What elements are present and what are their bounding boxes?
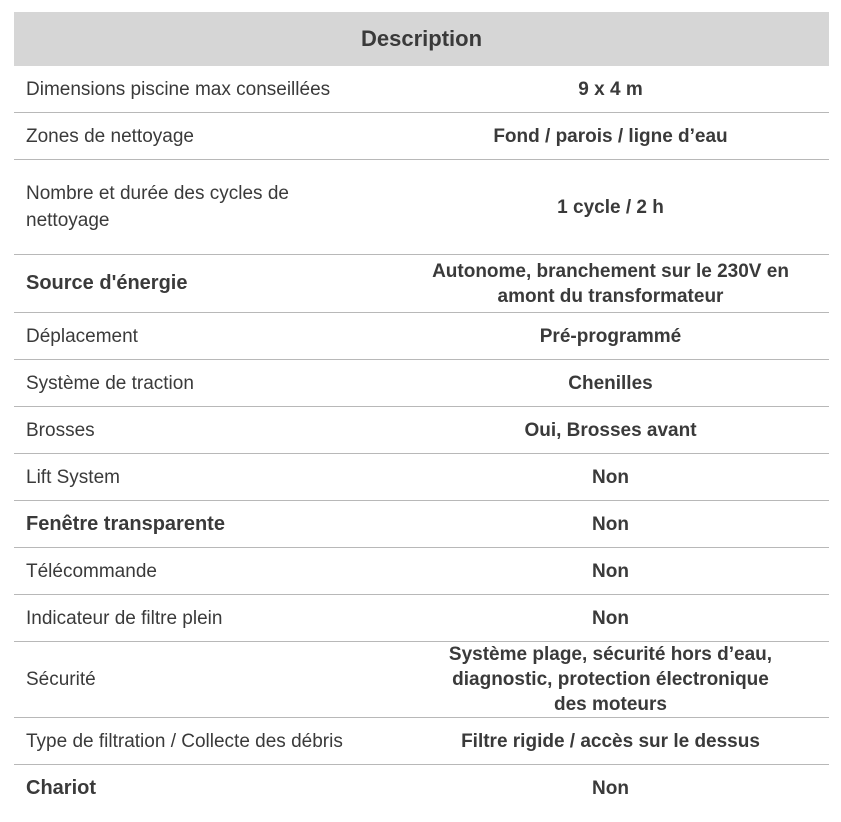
row-value: Non bbox=[592, 778, 629, 799]
row-label: Nombre et durée des cycles de nettoyage bbox=[26, 183, 289, 231]
row-label: Déplacement bbox=[26, 325, 138, 347]
row-value: Système plage, sécurité hors d’eau, diagnostic, protection électronique des moteurs bbox=[448, 644, 773, 715]
row-label: Type de filtration / Collecte des débris bbox=[26, 730, 343, 752]
row-label: Brosses bbox=[26, 419, 95, 441]
row-label: Lift System bbox=[26, 466, 120, 488]
table-row bbox=[14, 360, 829, 407]
table-row bbox=[14, 255, 829, 313]
row-value: 1 cycle / 2 h bbox=[557, 196, 664, 218]
row-value: Oui, Brosses avant bbox=[524, 419, 697, 441]
row-label: Télécommande bbox=[26, 560, 157, 582]
row-value: Non bbox=[592, 560, 629, 582]
row-value: 9 x 4 m bbox=[578, 78, 643, 100]
table-row bbox=[14, 595, 829, 642]
row-value: Non bbox=[592, 466, 629, 488]
row-label: Indicateur de filtre plein bbox=[26, 607, 223, 629]
table-row bbox=[14, 313, 829, 360]
table-header: Description bbox=[14, 12, 829, 66]
table-row bbox=[14, 113, 829, 160]
row-value: Non bbox=[592, 513, 629, 535]
spec-table bbox=[14, 12, 829, 812]
row-label: Source d'énergie bbox=[26, 272, 188, 294]
table-row bbox=[14, 407, 829, 454]
table-row bbox=[14, 454, 829, 501]
row-label: Dimensions piscine max conseillées bbox=[26, 78, 331, 100]
table-row bbox=[14, 642, 829, 718]
row-value: Pré-programmé bbox=[539, 325, 682, 347]
row-label: Sécurité bbox=[26, 669, 96, 690]
table-row bbox=[14, 765, 829, 812]
row-value: Filtre rigide / accès sur le dessus bbox=[461, 730, 760, 752]
row-label: Fenêtre transparente bbox=[26, 512, 225, 535]
table-row bbox=[14, 66, 829, 113]
row-value: Autonome, branchement sur le 230V en amont du transformateur bbox=[432, 260, 789, 307]
row-label: Zones de nettoyage bbox=[26, 125, 194, 147]
table-row bbox=[14, 718, 829, 765]
table-row bbox=[14, 160, 829, 255]
row-value: Non bbox=[592, 607, 629, 629]
row-value: Fond / parois / ligne d’eau bbox=[493, 125, 728, 147]
row-label: Système de traction bbox=[26, 372, 194, 394]
table-row bbox=[14, 548, 829, 595]
row-value: Chenilles bbox=[568, 372, 653, 394]
table-row bbox=[14, 501, 829, 548]
row-label: Chariot bbox=[26, 777, 96, 799]
